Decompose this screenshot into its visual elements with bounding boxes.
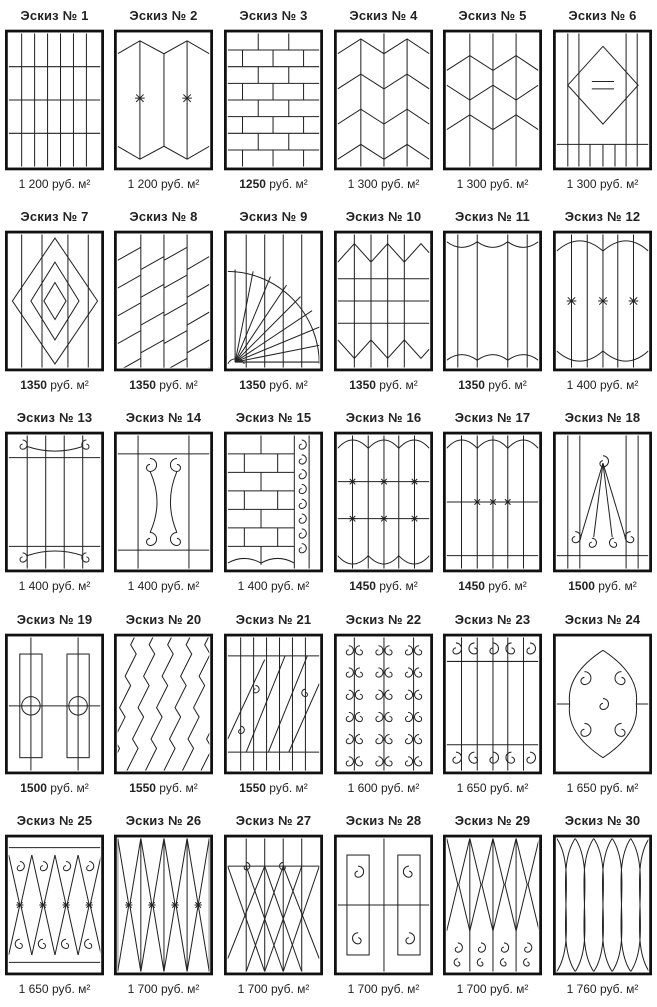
price-amount: 1 700: [237, 982, 268, 996]
grate-pattern-svg: [553, 28, 652, 172]
sketch-price: [109, 579, 218, 593]
window-grate-drawing[interactable]: [114, 632, 213, 776]
sketch-price: [0, 579, 109, 593]
sketch-price: [438, 177, 547, 191]
grate-pattern-svg: [5, 229, 104, 373]
price-unit: руб. м²: [596, 177, 639, 191]
window-grate-drawing[interactable]: [443, 833, 542, 977]
sketch-card[interactable]: [329, 604, 438, 805]
price-unit: руб. м²: [157, 579, 200, 593]
price-amount: 1 600: [347, 781, 378, 795]
sketch-card[interactable]: [0, 201, 109, 402]
sketch-title: Эскиз № 11: [455, 209, 530, 224]
grate-pattern-svg: [334, 28, 433, 172]
grate-pattern-svg: [114, 632, 213, 776]
price-amount: 1 760: [566, 982, 597, 996]
grate-pattern-svg: [224, 632, 323, 776]
sketch-title: Эскиз № 30: [564, 813, 641, 828]
price-amount: 1 300: [566, 177, 597, 191]
sketch-price: [219, 579, 328, 593]
sketch-title: Эскиз № 10: [345, 209, 422, 224]
sketch-price: [219, 378, 328, 392]
sketch-price: [219, 982, 328, 996]
grate-pattern-svg: [224, 229, 323, 373]
sketch-card[interactable]: [0, 805, 109, 1006]
grate-pattern-svg: [334, 632, 433, 776]
sketch-card[interactable]: [219, 201, 328, 402]
sketch-price: [548, 781, 657, 795]
price-unit: руб. м²: [265, 781, 308, 795]
grate-pattern-svg: [443, 28, 542, 172]
sketch-title: Эскиз № 22: [345, 612, 422, 627]
price-amount: 1350: [129, 378, 156, 392]
window-grate-drawing[interactable]: [224, 430, 323, 574]
window-grate-drawing[interactable]: [5, 833, 104, 977]
window-grate-drawing[interactable]: [553, 833, 652, 977]
price-unit: руб. м²: [484, 579, 527, 593]
price-amount: 1550: [129, 781, 156, 795]
window-grate-drawing[interactable]: [334, 28, 433, 172]
price-unit: руб. м²: [265, 177, 308, 191]
grate-pattern-svg: [224, 28, 323, 172]
grate-pattern-svg: [553, 833, 652, 977]
sketch-title: Эскиз № 17: [454, 410, 531, 425]
grate-pattern-svg: [114, 28, 213, 172]
sketch-card[interactable]: [219, 402, 328, 603]
price-unit: руб. м²: [594, 579, 637, 593]
price-unit: руб. м²: [377, 982, 420, 996]
price-unit: руб. м²: [486, 982, 529, 996]
window-grate-drawing[interactable]: [553, 632, 652, 776]
window-grate-drawing[interactable]: [334, 833, 433, 977]
sketch-card[interactable]: [0, 0, 109, 201]
sketch-price: [329, 982, 438, 996]
price-unit: руб. м²: [596, 982, 639, 996]
grate-pattern-svg: [5, 833, 104, 977]
sketch-card[interactable]: [548, 604, 657, 805]
price-amount: 1350: [349, 378, 376, 392]
window-grate-drawing[interactable]: [334, 430, 433, 574]
price-amount: 1250: [239, 177, 266, 191]
sketch-title: Эскиз № 2: [129, 8, 198, 23]
sketch-title: Эскиз № 20: [125, 612, 202, 627]
price-amount: 1 200: [18, 177, 49, 191]
sketch-card[interactable]: [548, 805, 657, 1006]
sketch-card[interactable]: [109, 402, 218, 603]
grate-pattern-svg: [443, 430, 542, 574]
grate-pattern-svg: [5, 28, 104, 172]
sketch-card[interactable]: [109, 805, 218, 1006]
window-grate-drawing[interactable]: [5, 28, 104, 172]
sketch-title: Эскиз № 3: [239, 8, 308, 23]
sketch-price: [109, 982, 218, 996]
sketch-title: Эскиз № 29: [454, 813, 531, 828]
grate-pattern-svg: [334, 833, 433, 977]
sketch-price: [0, 378, 109, 392]
sketch-card[interactable]: [219, 805, 328, 1006]
window-grate-drawing[interactable]: [224, 28, 323, 172]
sketch-price: [548, 177, 657, 191]
window-grate-drawing[interactable]: [5, 430, 104, 574]
grate-pattern-svg: [553, 632, 652, 776]
sketch-card[interactable]: [548, 402, 657, 603]
price-amount: 1450: [458, 579, 485, 593]
sketch-card[interactable]: [438, 604, 547, 805]
price-amount: 1 700: [456, 982, 487, 996]
window-grate-drawing[interactable]: [443, 632, 542, 776]
sketch-title: Эскиз № 5: [458, 8, 527, 23]
sketch-price: [0, 982, 109, 996]
price-unit: руб. м²: [157, 177, 200, 191]
sketch-title: Эскиз № 26: [125, 813, 202, 828]
sketch-price: [219, 781, 328, 795]
sketch-title: Эскиз № 13: [16, 410, 93, 425]
sketch-card[interactable]: [329, 201, 438, 402]
window-grate-drawing[interactable]: [224, 229, 323, 373]
sketch-card[interactable]: [109, 201, 218, 402]
price-unit: руб. м²: [375, 579, 418, 593]
price-amount: 1 400: [566, 378, 597, 392]
grate-pattern-svg: [114, 833, 213, 977]
price-amount: 1 400: [18, 579, 49, 593]
price-unit: руб. м²: [48, 982, 91, 996]
price-unit: руб. м²: [46, 378, 89, 392]
sketch-title: Эскиз № 28: [345, 813, 422, 828]
sketch-card[interactable]: [329, 402, 438, 603]
price-amount: 1 300: [456, 177, 487, 191]
price-unit: руб. м²: [375, 378, 418, 392]
sketch-price: [438, 579, 547, 593]
window-grate-drawing[interactable]: [224, 833, 323, 977]
grate-pattern-svg: [114, 229, 213, 373]
window-grate-drawing[interactable]: [443, 229, 542, 373]
sketch-title: Эскиз № 18: [564, 410, 641, 425]
sketch-title: Эскиз № 25: [16, 813, 93, 828]
price-amount: 1500: [20, 781, 47, 795]
sketch-card[interactable]: [329, 805, 438, 1006]
price-unit: руб. м²: [484, 378, 527, 392]
window-grate-drawing[interactable]: [443, 430, 542, 574]
window-grate-drawing[interactable]: [553, 28, 652, 172]
window-grate-drawing[interactable]: [5, 229, 104, 373]
sketch-card[interactable]: [438, 0, 547, 201]
price-unit: руб. м²: [596, 378, 639, 392]
price-amount: 1 650: [566, 781, 597, 795]
grate-pattern-svg: [443, 229, 542, 373]
sketch-price: [0, 781, 109, 795]
window-grate-drawing[interactable]: [553, 229, 652, 373]
sketch-title: Эскиз № 23: [454, 612, 531, 627]
sketch-card[interactable]: [438, 201, 547, 402]
price-unit: руб. м²: [267, 579, 310, 593]
grate-pattern-svg: [443, 833, 542, 977]
sketch-title: Эскиз № 24: [564, 612, 641, 627]
grate-pattern-svg: [553, 430, 652, 574]
price-amount: 1350: [458, 378, 485, 392]
grate-pattern-svg: [334, 229, 433, 373]
price-amount: 1 300: [347, 177, 378, 191]
sketch-title: Эскиз № 27: [235, 813, 312, 828]
price-unit: руб. м²: [486, 781, 529, 795]
sketch-price: [438, 982, 547, 996]
sketch-price: [438, 378, 547, 392]
window-grate-drawing[interactable]: [334, 632, 433, 776]
sketch-price: [548, 982, 657, 996]
price-unit: руб. м²: [48, 177, 91, 191]
sketch-price: [548, 579, 657, 593]
sketch-price: [0, 177, 109, 191]
sketch-card[interactable]: [0, 604, 109, 805]
sketch-price: [109, 177, 218, 191]
price-amount: 1 700: [127, 982, 158, 996]
sketch-card[interactable]: [219, 604, 328, 805]
price-unit: руб. м²: [377, 177, 420, 191]
grate-pattern-svg: [553, 229, 652, 373]
sketch-card[interactable]: [219, 0, 328, 201]
price-unit: руб. м²: [596, 781, 639, 795]
sketch-title: Эскиз № 4: [349, 8, 418, 23]
price-unit: руб. м²: [157, 982, 200, 996]
sketch-title: Эскиз № 12: [564, 209, 641, 224]
sketch-price: [329, 579, 438, 593]
price-unit: руб. м²: [486, 177, 529, 191]
sketch-title: Эскиз № 1: [20, 8, 89, 23]
price-amount: 1 200: [127, 177, 158, 191]
window-grate-drawing[interactable]: [553, 430, 652, 574]
price-unit: руб. м²: [265, 378, 308, 392]
grate-pattern-svg: [114, 430, 213, 574]
sketch-title: Эскиз № 8: [129, 209, 198, 224]
sketch-card[interactable]: [109, 604, 218, 805]
sketch-price: [329, 378, 438, 392]
window-grate-drawing[interactable]: [224, 632, 323, 776]
price-unit: руб. м²: [48, 579, 91, 593]
sketch-title: Эскиз № 14: [125, 410, 202, 425]
price-unit: руб. м²: [155, 781, 198, 795]
price-unit: руб. м²: [377, 781, 420, 795]
price-amount: 1350: [239, 378, 266, 392]
sketch-price: [219, 177, 328, 191]
price-unit: руб. м²: [267, 982, 310, 996]
sketch-title: Эскиз № 7: [20, 209, 89, 224]
price-amount: 1450: [349, 579, 376, 593]
window-grate-drawing[interactable]: [114, 28, 213, 172]
window-grate-drawing[interactable]: [114, 833, 213, 977]
window-grate-drawing[interactable]: [443, 28, 542, 172]
sketch-card[interactable]: [109, 0, 218, 201]
price-amount: 1 400: [127, 579, 158, 593]
sketch-card[interactable]: [548, 0, 657, 201]
grate-pattern-svg: [5, 430, 104, 574]
sketch-title: Эскиз № 21: [235, 612, 312, 627]
grate-pattern-svg: [334, 430, 433, 574]
window-grate-drawing[interactable]: [114, 229, 213, 373]
price-amount: 1550: [239, 781, 266, 795]
sketch-title: Эскиз № 15: [235, 410, 312, 425]
sketch-title: Эскиз № 9: [239, 209, 308, 224]
sketch-title: Эскиз № 6: [568, 8, 637, 23]
price-amount: 1350: [20, 378, 47, 392]
sketch-card[interactable]: [548, 201, 657, 402]
price-amount: 1 400: [237, 579, 268, 593]
price-unit: руб. м²: [46, 781, 89, 795]
price-unit: руб. м²: [155, 378, 198, 392]
sketch-price: [329, 177, 438, 191]
price-amount: 1 650: [456, 781, 487, 795]
sketch-card[interactable]: [438, 805, 547, 1006]
sketch-title: Эскиз № 16: [345, 410, 422, 425]
price-amount: 1500: [568, 579, 595, 593]
sketch-card[interactable]: [438, 402, 547, 603]
sketch-price: [438, 781, 547, 795]
sketch-title: Эскиз № 19: [16, 612, 93, 627]
sketch-card[interactable]: [0, 402, 109, 603]
grate-pattern-svg: [224, 430, 323, 574]
price-amount: 1 700: [347, 982, 378, 996]
sketch-price: [109, 781, 218, 795]
sketch-card[interactable]: [329, 0, 438, 201]
window-grate-drawing[interactable]: [5, 632, 104, 776]
grate-pattern-svg: [5, 632, 104, 776]
sketch-price: [548, 378, 657, 392]
window-grate-drawing[interactable]: [114, 430, 213, 574]
grate-pattern-svg: [224, 833, 323, 977]
price-amount: 1 650: [18, 982, 49, 996]
sketch-price: [109, 378, 218, 392]
grate-pattern-svg: [443, 632, 542, 776]
sketch-price: [329, 781, 438, 795]
window-grate-drawing[interactable]: [334, 229, 433, 373]
